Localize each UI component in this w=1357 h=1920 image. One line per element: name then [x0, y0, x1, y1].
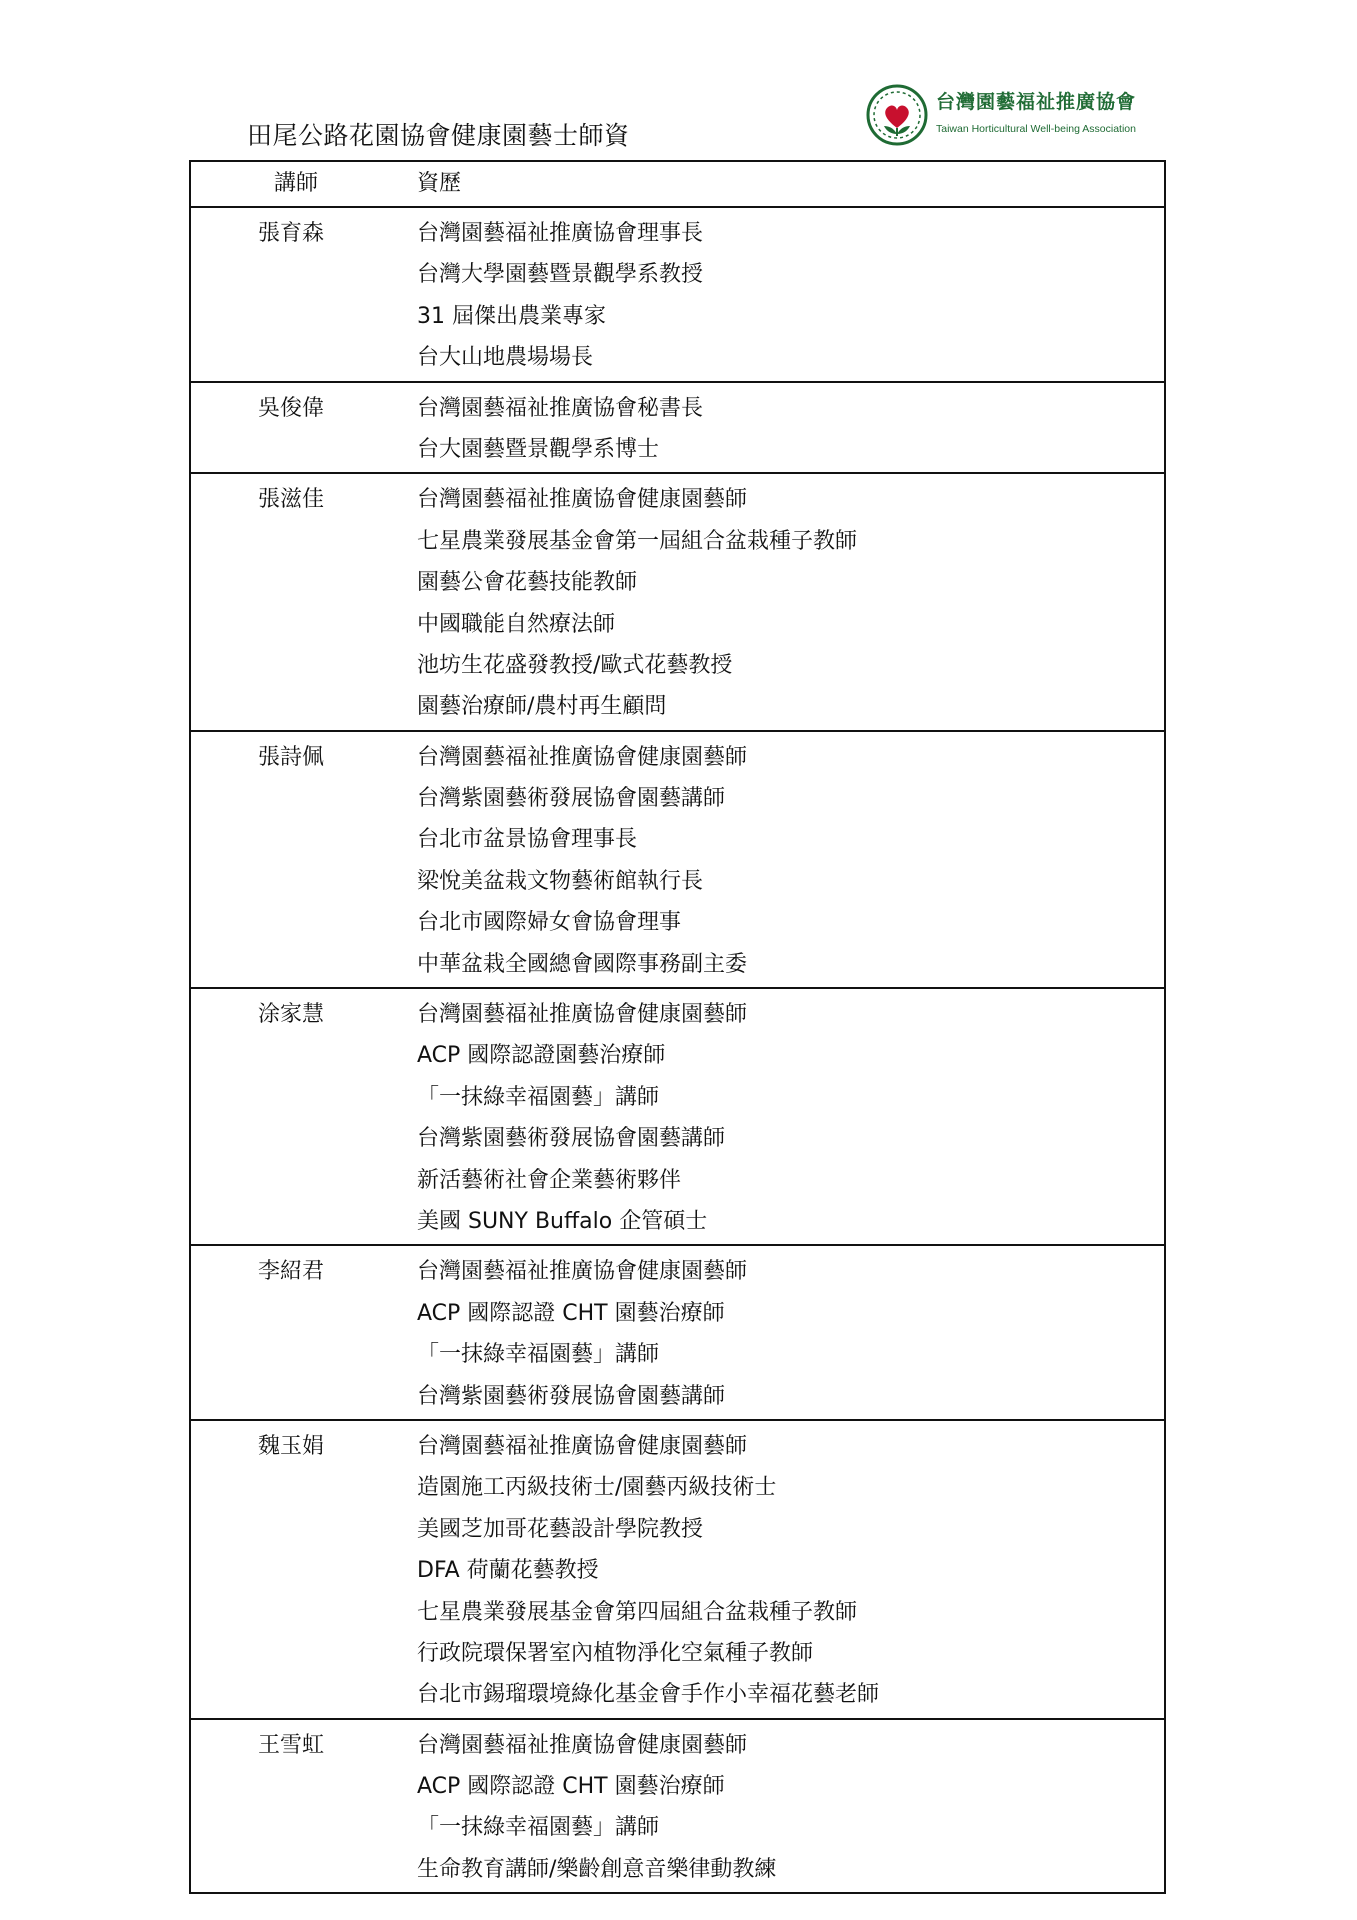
- credential-item: 池坊生花盛發教授/歐式花藝教授: [417, 652, 733, 678]
- credential-item: 台灣園藝福祉推廣協會健康園藝師: [417, 1259, 748, 1285]
- credential-item: 台大山地農場場長: [417, 345, 594, 371]
- credential-item: 台大園藝暨景觀學系博士: [417, 436, 660, 462]
- credential-item: 七星農業發展基金會第四屆組合盆栽種子教師: [417, 1599, 858, 1625]
- credential-item: 台北市錫瑠環境綠化基金會手作小幸福花藝老師: [417, 1682, 880, 1708]
- credential-item: DFA 荷蘭花藝教授: [417, 1558, 599, 1584]
- credential-item: 新活藝術社會企業藝術夥伴: [417, 1167, 682, 1193]
- credential-item: 台灣紫園藝術發展協會園藝講師: [417, 1126, 726, 1152]
- credential-item: 中華盆栽全國總會國際事務副主委: [417, 951, 748, 977]
- header-instructor: 講師: [274, 171, 319, 196]
- credential-list: [417, 479, 1164, 727]
- credential-item: 園藝公會花藝技能教師: [417, 570, 638, 596]
- teacher-name: 張詩佩: [258, 744, 325, 770]
- association-emblem-icon: [866, 84, 928, 146]
- credential-item: 美國芝加哥花藝設計學院教授: [417, 1516, 704, 1542]
- logo-name-english: Taiwan Horticultural Well-being Association: [936, 123, 1136, 135]
- credential-item: 「一抹綠幸福園藝」講師: [417, 1342, 660, 1368]
- credential-item: 台灣園藝福祉推廣協會健康園藝師: [417, 1433, 748, 1459]
- credential-item: 31 屆傑出農業專家: [417, 303, 606, 329]
- credential-item: 台灣園藝福祉推廣協會健康園藝師: [417, 1002, 748, 1028]
- credential-item: 造園施工丙級技術士/園藝丙級技術士: [417, 1475, 777, 1501]
- teacher-name: 張育森: [258, 221, 325, 246]
- credential-list: [417, 1426, 1164, 1716]
- credential-item: 台灣園藝福祉推廣協會秘書長: [417, 395, 704, 421]
- credential-item: 台灣園藝福祉推廣協會健康園藝師: [417, 487, 748, 513]
- credential-item: 「一抹綠幸福園藝」講師: [417, 1084, 660, 1110]
- credential-list: [417, 388, 1164, 471]
- instructor-table: [189, 160, 1166, 1894]
- teacher-name: 魏玉娟: [258, 1433, 325, 1459]
- teacher-row: [191, 474, 1164, 731]
- teacher-name: 李紹君: [258, 1259, 325, 1285]
- credential-item: 行政院環保署室內植物淨化空氣種子教師: [417, 1640, 814, 1666]
- header-credentials: 資歷: [417, 171, 462, 196]
- credential-item: 台北市國際婦女會協會理事: [417, 910, 682, 936]
- credential-item: ACP 國際認證 CHT 園藝治療師: [417, 1300, 725, 1326]
- credential-item: 台灣園藝福祉推廣協會健康園藝師: [417, 1732, 748, 1758]
- page-title: 田尾公路花園協會健康園藝士師資: [247, 121, 630, 150]
- credential-item: ACP 國際認證園藝治療師: [417, 1043, 666, 1069]
- teacher-row: [191, 383, 1164, 475]
- credential-list: [417, 1251, 1164, 1417]
- credential-item: 生命教育講師/樂齡創意音樂律動教練: [417, 1856, 777, 1882]
- credential-item: 台灣園藝福祉推廣協會健康園藝師: [417, 744, 748, 770]
- logo-name-chinese: 台灣園藝福祉推廣協會: [936, 91, 1137, 113]
- teacher-name: 王雪虹: [258, 1732, 325, 1758]
- credential-item: 台灣大學園藝暨景觀學系教授: [417, 262, 704, 288]
- credential-item: 七星農業發展基金會第一屆組合盆栽種子教師: [417, 528, 858, 554]
- credential-item: 台灣紫園藝術發展協會園藝講師: [417, 786, 726, 812]
- teacher-row: [191, 1720, 1164, 1893]
- credential-list: [417, 213, 1164, 379]
- teacher-name: 張滋佳: [258, 487, 325, 513]
- credential-item: 台灣園藝福祉推廣協會理事長: [417, 221, 704, 246]
- teacher-row: [191, 989, 1164, 1246]
- teacher-row: [191, 208, 1164, 383]
- credential-item: ACP 國際認證 CHT 園藝治療師: [417, 1774, 725, 1800]
- teacher-name: 吳俊偉: [258, 395, 325, 421]
- credential-item: 中國職能自然療法師: [417, 611, 616, 637]
- teacher-name: 涂家慧: [258, 1002, 325, 1028]
- credential-item: 台北市盆景協會理事長: [417, 827, 638, 853]
- table-header: [191, 162, 1164, 208]
- teacher-row: [191, 1421, 1164, 1720]
- association-logo: [866, 84, 1166, 148]
- teacher-row: [191, 1246, 1164, 1421]
- credential-item: 園藝治療師/農村再生顧問: [417, 694, 667, 720]
- credential-list: [417, 737, 1164, 985]
- credential-list: [417, 994, 1164, 1242]
- teacher-row: [191, 732, 1164, 989]
- credential-item: 台灣紫園藝術發展協會園藝講師: [417, 1383, 726, 1409]
- credential-item: 美國 SUNY Buffalo 企管碩士: [417, 1208, 708, 1234]
- credential-item: 「一抹綠幸福園藝」講師: [417, 1815, 660, 1841]
- credential-item: 梁悅美盆栽文物藝術館執行長: [417, 868, 704, 894]
- credential-list: [417, 1725, 1164, 1891]
